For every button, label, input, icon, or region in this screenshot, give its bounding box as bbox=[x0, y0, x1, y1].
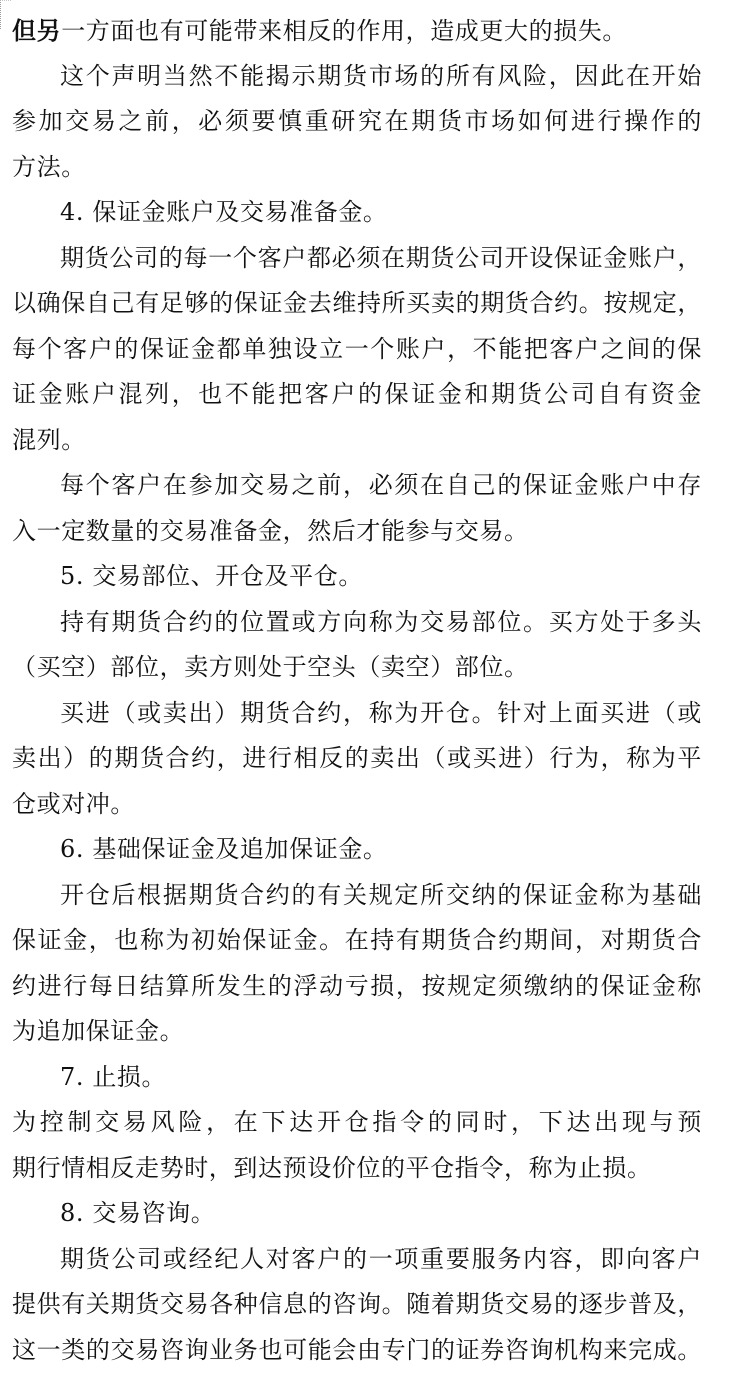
line-text: 8. 交易咨询。 bbox=[60, 1199, 215, 1227]
paragraph-line bbox=[12, 1282, 702, 1328]
scan-artifact bbox=[0, 0, 11, 29]
line-text: 证金账户混列，也不能把客户的保证金和期货公司自有资金 bbox=[12, 380, 702, 408]
paragraph-last-line bbox=[12, 1146, 702, 1192]
line-text: 期行情相反走势时，到达预设价位的平仓指令，称为止损。 bbox=[12, 1154, 652, 1182]
line-text: 约进行每日结算所发生的浮动亏损，按规定须缴纳的保证金称 bbox=[12, 972, 702, 1000]
paragraph-line bbox=[12, 964, 702, 1010]
line-text: 4. 保证金账户及交易准备金。 bbox=[60, 198, 388, 226]
line-text: 为控制交易风险，在下达开仓指令的同时，下达出现与预 bbox=[12, 1108, 702, 1136]
paragraph-line bbox=[12, 736, 702, 782]
section-heading bbox=[12, 827, 702, 873]
paragraph-line bbox=[12, 281, 702, 327]
paragraph-last-line bbox=[12, 418, 702, 464]
paragraph-first-line bbox=[12, 691, 702, 737]
paragraph-first-line bbox=[12, 463, 702, 509]
paragraph-last-line bbox=[12, 645, 702, 691]
paragraph-first-line bbox=[12, 600, 702, 646]
section-heading bbox=[12, 1191, 702, 1237]
paragraph-last-line bbox=[12, 145, 702, 191]
paragraph-line bbox=[12, 327, 702, 373]
line-text: 入一定数量的交易准备金，然后才能参与交易。 bbox=[12, 517, 529, 545]
line-text: 这个声明当然不能揭示期货市场的所有风险，因此在开始 bbox=[60, 62, 702, 90]
line-text: 持有期货合约的位置或方向称为交易部位。买方处于多头 bbox=[60, 608, 702, 636]
paragraph-line bbox=[12, 1328, 702, 1373]
paragraph-line bbox=[12, 372, 702, 418]
line-text: 7. 止损。 bbox=[60, 1063, 166, 1091]
section-heading bbox=[12, 554, 702, 600]
bold-prefix: 但另 bbox=[12, 16, 61, 45]
line-text: 方法。 bbox=[12, 153, 86, 181]
line-text: 卖出）的期货合约，进行相反的卖出（或买进）行为，称为平 bbox=[12, 744, 702, 772]
paragraph-line bbox=[12, 8, 702, 54]
line-text: 为追加保证金。 bbox=[12, 1017, 184, 1045]
line-text: 以确保自己有足够的保证金去维持所买卖的期货合约。按规定， bbox=[12, 289, 702, 317]
paragraph-line bbox=[12, 1100, 702, 1146]
paragraph-line bbox=[12, 918, 702, 964]
paragraph-first-line bbox=[12, 236, 702, 282]
line-text: 这一类的交易咨询业务也可能会由专门的证券咨询机构来完成。 bbox=[12, 1336, 702, 1364]
line-text: 每个客户在参加交易之前，必须在自己的保证金账户中存 bbox=[60, 471, 702, 499]
line-text: 一方面也有可能带来相反的作用，造成更大的损失。 bbox=[61, 17, 627, 45]
line-text: 仓或对冲。 bbox=[12, 790, 135, 818]
paragraph-last-line bbox=[12, 782, 702, 828]
line-text: 混列。 bbox=[12, 426, 86, 454]
line-text: 6. 基础保证金及追加保证金。 bbox=[60, 835, 388, 863]
line-text: 期货公司或经纪人对客户的一项重要服务内容，即向客户 bbox=[60, 1245, 702, 1273]
document-body bbox=[12, 8, 702, 1373]
line-text: 5. 交易部位、开仓及平仓。 bbox=[60, 562, 363, 590]
line-text: 买进（或卖出）期货合约，称为开仓。针对上面买进（或 bbox=[60, 699, 702, 727]
paragraph-first-line bbox=[12, 873, 702, 919]
line-text: 每个客户的保证金都单独设立一个账户，不能把客户之间的保 bbox=[12, 335, 702, 363]
section-heading bbox=[12, 1055, 702, 1101]
paragraph-last-line bbox=[12, 1009, 702, 1055]
line-text: （买空）部位，卖方则处于空头（卖空）部位。 bbox=[12, 653, 529, 681]
paragraph-first-line bbox=[12, 1237, 702, 1283]
section-heading bbox=[12, 190, 702, 236]
line-text: 开仓后根据期货合约的有关规定所交纳的保证金称为基础 bbox=[60, 881, 702, 909]
line-text: 保证金，也称为初始保证金。在持有期货合约期间，对期货合 bbox=[12, 926, 702, 954]
paragraph-first-line bbox=[12, 54, 702, 100]
line-text: 提供有关期货交易各种信息的咨询。随着期货交易的逐步普及， bbox=[12, 1290, 702, 1318]
line-text: 参加交易之前，必须要慎重研究在期货市场如何进行操作的 bbox=[12, 107, 702, 135]
line-text: 期货公司的每一个客户都必须在期货公司开设保证金账户， bbox=[60, 244, 702, 272]
paragraph-line bbox=[12, 99, 702, 145]
paragraph-last-line bbox=[12, 509, 702, 555]
